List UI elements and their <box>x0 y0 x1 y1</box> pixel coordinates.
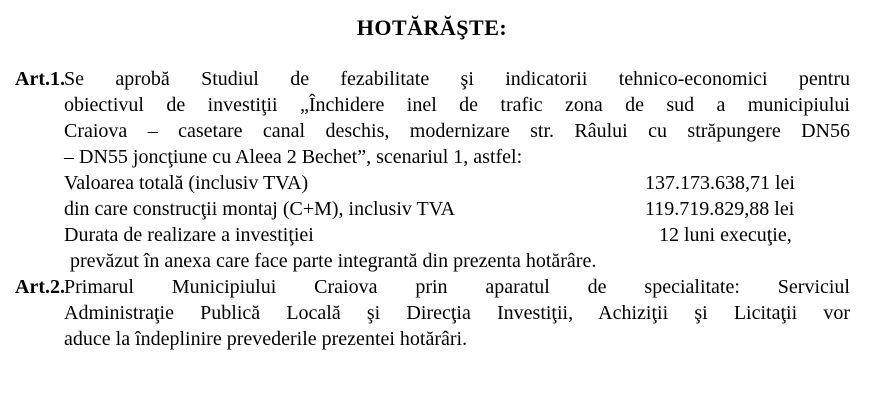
indicator-label-duration: Durata de realizare a investiţiei <box>64 224 314 246</box>
article-2-line-2: Administraţie Publică Locală şi Direcţia Investiţii, Achiziţii şi Licitaţii vor <box>64 302 850 324</box>
article-2 <box>14 274 850 352</box>
indicator-label-construction: din care construcţii montaj (C+M), inclusiv TVA <box>64 198 456 220</box>
article-1-label: Art.1. <box>15 68 65 90</box>
indicator-value-total-value: 137.173.638,71 lei <box>645 172 795 194</box>
indicator-value-construction: 119.719.829,88 lei <box>645 198 795 220</box>
article-1 <box>14 66 850 274</box>
article-2-line-3: aduce la îndeplinire prevederile prezentei hotărâri. <box>64 328 468 350</box>
article-1-body <box>64 66 850 274</box>
indicator-row-total-value <box>64 170 850 196</box>
article-2-body <box>64 274 850 352</box>
article-1-intro-line-1: Se aprobă Studiul de fezabilitate şi indicatorii tehnico-economici pentru <box>64 68 850 90</box>
indicator-row-duration <box>64 222 850 248</box>
document-title: HOTĂRĂŞTE: <box>356 15 508 40</box>
article-1-intro-line-3: Craiova – casetare canal deschis, modernizare str. Râului cu străpungere DN56 <box>64 120 850 142</box>
indicator-row-construction <box>64 196 850 222</box>
indicator-label-total-value: Valoarea totală (inclusiv TVA) <box>64 172 309 194</box>
article-2-line-1: Primarul Municipiului Craiova prin aparatul de specialitate: Serviciul <box>64 276 850 298</box>
article-1-intro-line-4: – DN55 joncţiune cu Aleea 2 Bechet”, scenariul 1, astfel: <box>64 146 523 168</box>
article-1-intro-line-2: obiectivul de investiţii „Închidere inel de trafic zona de sud a municipiului <box>64 94 850 116</box>
indicator-value-duration: 12 luni execuţie, <box>659 224 792 246</box>
article-1-closing-line: prevăzut în anexa care face parte integrantă din prezenta hotărâre. <box>70 250 597 272</box>
article-2-label: Art.2. <box>15 276 65 298</box>
